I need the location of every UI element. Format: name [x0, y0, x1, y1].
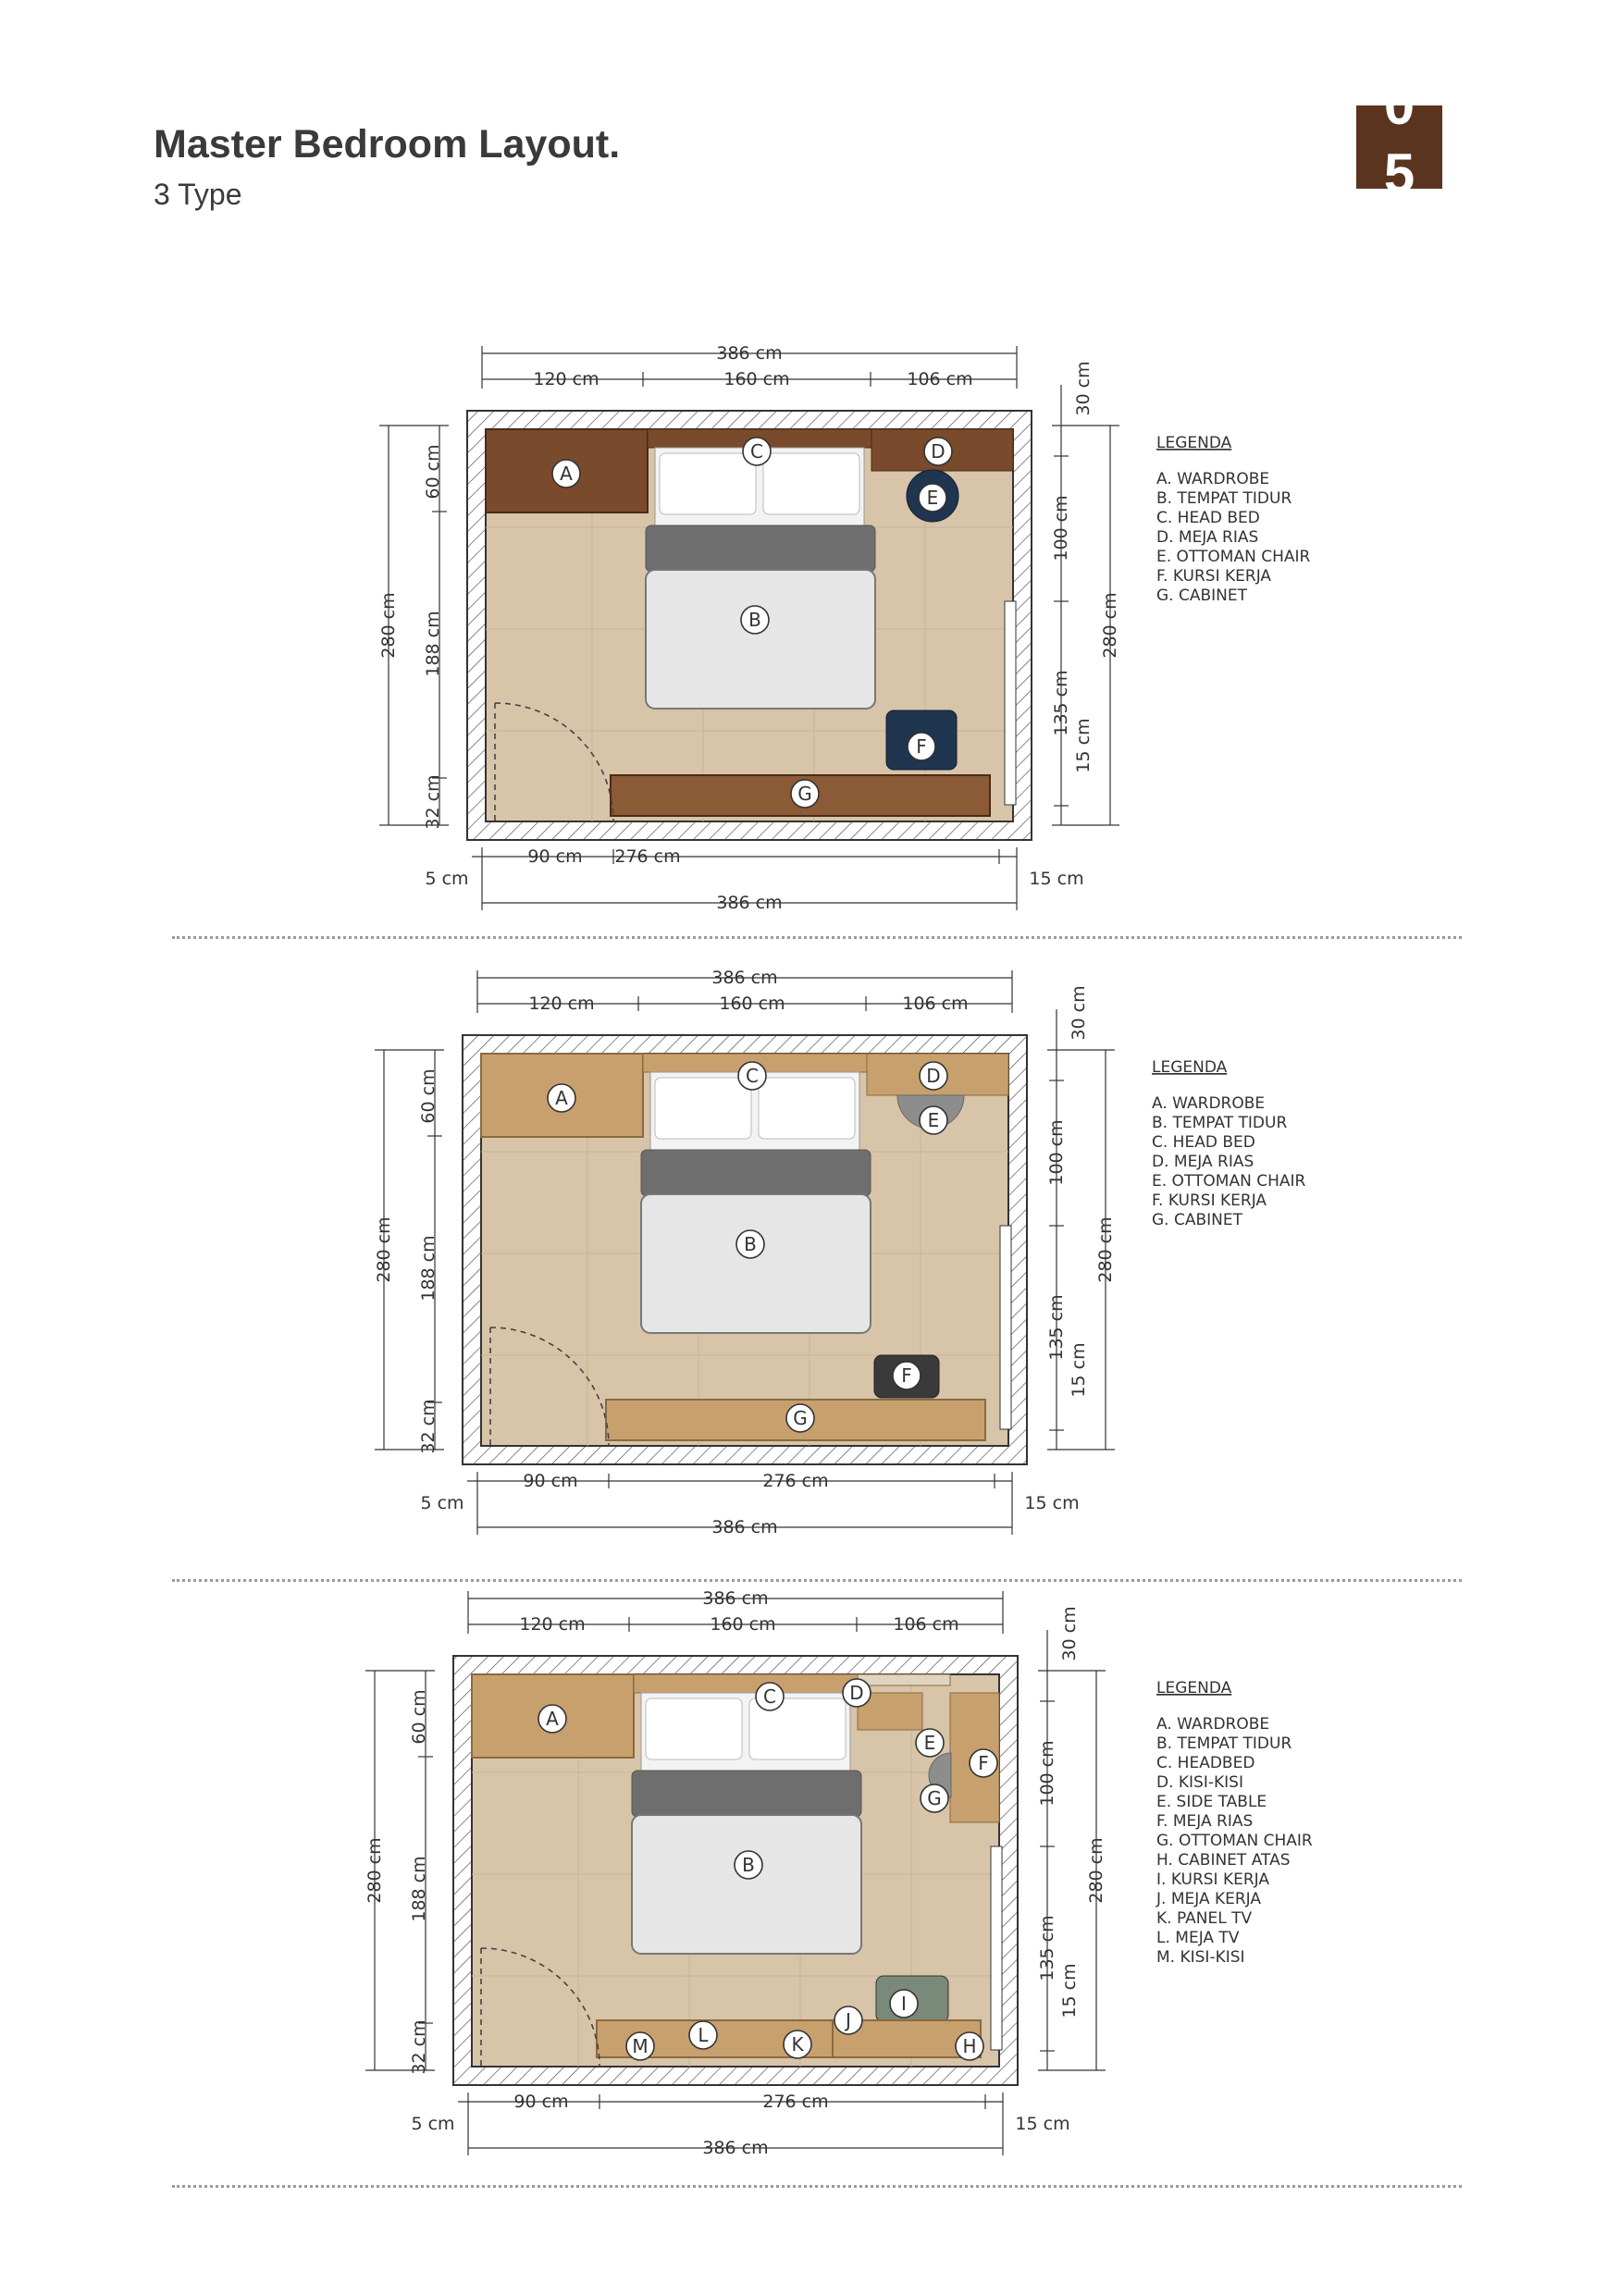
slat-screen [858, 1674, 950, 1685]
legend-item: K. PANEL TV [1156, 1909, 1253, 1928]
dim-right-3: 135 cm [1037, 1915, 1057, 1981]
dim-right-2: 100 cm [1046, 1119, 1067, 1186]
legend-item: C. HEADBED [1156, 1754, 1255, 1772]
dim-bottom-1: 5 cm [420, 1493, 464, 1513]
marker-label: D [931, 440, 945, 463]
legend-item: E. OTTOMAN CHAIR [1156, 548, 1311, 566]
legend-title: LEGENDA [1156, 434, 1232, 452]
legend-item: L. MEJA TV [1156, 1929, 1240, 1947]
dim-bottom-total: 386 cm [716, 893, 783, 913]
marker-label: G [927, 1787, 942, 1809]
legend-item: G. CABINET [1152, 1211, 1242, 1229]
marker-label: I [901, 1993, 907, 2015]
legend-item: D. MEJA RIAS [1152, 1153, 1254, 1171]
dim-right-4: 15 cm [1059, 1963, 1080, 2018]
dim-bottom-3: 276 cm [614, 846, 681, 867]
dim-top-total: 386 cm [711, 968, 778, 988]
pillow [763, 453, 859, 514]
dim-right-total: 280 cm [1100, 592, 1120, 659]
legend-item: J. MEJA KERJA [1156, 1890, 1262, 1908]
dim-bottom-1: 5 cm [411, 2114, 455, 2134]
dim-left-1: 60 cm [418, 1068, 439, 1124]
dim-right-total: 280 cm [1086, 1837, 1106, 1904]
dim-left-2: 188 cm [423, 611, 443, 677]
dim-bottom-total: 386 cm [711, 1517, 778, 1537]
legend-item: G. CABINET [1156, 586, 1247, 605]
pillow [655, 1078, 751, 1139]
dim-top-2: 160 cm [723, 369, 790, 389]
marker-label: M [632, 2035, 649, 2057]
legend-item: G. OTTOMAN CHAIR [1156, 1832, 1313, 1850]
floor-plan-type-1 [352, 333, 1323, 934]
legend-item: B. TEMPAT TIDUR [1156, 489, 1292, 508]
window [1005, 601, 1016, 805]
dim-top-3: 106 cm [893, 1614, 959, 1635]
dim-top-total: 386 cm [702, 1588, 769, 1609]
dim-left-total: 280 cm [365, 1837, 385, 1904]
dim-right-3: 135 cm [1046, 1294, 1067, 1361]
dim-left-1: 60 cm [423, 444, 443, 500]
marker-label: F [901, 1364, 912, 1387]
legend-title: LEGENDA [1152, 1058, 1228, 1077]
legend-item: H. CABINET ATAS [1156, 1851, 1291, 1870]
legend-item: B. TEMPAT TIDUR [1156, 1734, 1292, 1753]
dim-top-total: 386 cm [716, 343, 783, 364]
dim-left-2: 188 cm [418, 1235, 439, 1302]
bed-runner [646, 525, 875, 572]
legend-item: F. KURSI KERJA [1152, 1191, 1267, 1210]
marker-label: G [793, 1407, 808, 1429]
marker-label: D [926, 1065, 941, 1087]
legend-item: F. KURSI KERJA [1156, 567, 1272, 586]
page-subtitle: 3 Type [154, 178, 242, 211]
bed [641, 1194, 871, 1333]
dim-left-3: 32 cm [423, 774, 443, 830]
legend-title: LEGENDA [1156, 1679, 1232, 1697]
dim-left-total: 280 cm [378, 592, 399, 659]
section-divider [172, 936, 1462, 939]
dim-top-2: 160 cm [710, 1614, 776, 1635]
dim-bottom-total: 386 cm [702, 2138, 769, 2158]
marker-label: B [748, 609, 761, 631]
marker-label: F [916, 735, 927, 758]
legend-item: B. TEMPAT TIDUR [1152, 1114, 1288, 1132]
legend-item: C. HEAD BED [1156, 509, 1260, 527]
legend-item: A. WARDROBE [1152, 1094, 1266, 1113]
marker-label: B [744, 1233, 757, 1255]
dim-top-1: 120 cm [528, 994, 595, 1014]
window [1000, 1226, 1011, 1429]
dim-bottom-3: 276 cm [762, 2092, 829, 2112]
legend-item: I. KURSI KERJA [1156, 1870, 1270, 1889]
dim-left-total: 280 cm [374, 1216, 394, 1283]
marker-label: A [560, 463, 573, 485]
legend-item: M. KISI-KISI [1156, 1948, 1245, 1967]
legend-item: D. MEJA RIAS [1156, 528, 1259, 547]
marker-label: C [750, 440, 763, 463]
dim-bottom-4: 15 cm [1024, 1493, 1080, 1513]
dim-top-1: 120 cm [533, 369, 599, 389]
marker-label: F [978, 1752, 989, 1774]
marker-label: K [791, 2033, 804, 2055]
bed [646, 570, 875, 709]
dim-top-3: 106 cm [907, 369, 973, 389]
dim-right-4: 15 cm [1073, 718, 1094, 773]
pillow [660, 453, 756, 514]
marker-label: L [698, 2024, 709, 2046]
dim-right-4: 15 cm [1069, 1342, 1089, 1398]
legend-item: A. WARDROBE [1156, 470, 1270, 488]
dim-bottom-1: 5 cm [425, 869, 469, 889]
pillow [646, 1698, 742, 1759]
dim-bottom-3: 276 cm [762, 1471, 829, 1491]
dim-right-1: 30 cm [1059, 1606, 1080, 1661]
marker-label: E [923, 1732, 936, 1754]
floor-plan-type-2 [352, 957, 1323, 1559]
dim-right-3: 135 cm [1051, 670, 1071, 736]
legend-item: D. KISI-KISI [1156, 1773, 1243, 1792]
legend-item: E. OTTOMAN CHAIR [1152, 1172, 1306, 1191]
section-divider [172, 2185, 1462, 2188]
pillow [759, 1078, 855, 1139]
dim-left-3: 32 cm [409, 2019, 429, 2075]
marker-label: G [797, 783, 812, 805]
dim-right-1: 30 cm [1073, 361, 1094, 416]
marker-label: H [962, 2035, 977, 2057]
marker-label: C [746, 1065, 759, 1087]
bed-runner [641, 1150, 871, 1196]
page-number-digit: 0 [1383, 74, 1415, 136]
marker-label: B [742, 1854, 755, 1876]
legend-item: F. MEJA RIAS [1156, 1812, 1254, 1831]
bed-runner [632, 1771, 861, 1817]
dim-top-2: 160 cm [719, 994, 785, 1014]
window [991, 1846, 1002, 2050]
dim-bottom-2: 90 cm [527, 846, 583, 867]
dim-bottom-2: 90 cm [523, 1471, 578, 1491]
dim-bottom-4: 15 cm [1029, 869, 1084, 889]
bed [632, 1815, 861, 1954]
dim-right-1: 30 cm [1069, 985, 1089, 1041]
dim-bottom-4: 15 cm [1015, 2114, 1070, 2134]
dim-top-1: 120 cm [519, 1614, 586, 1635]
dim-right-2: 100 cm [1051, 495, 1071, 562]
dim-right-2: 100 cm [1037, 1740, 1057, 1807]
marker-label: E [927, 1109, 940, 1131]
page-number-badge [1356, 74, 1442, 204]
page-number-digit: 5 [1383, 142, 1415, 204]
dim-right-total: 280 cm [1095, 1216, 1116, 1283]
marker-label: D [849, 1682, 864, 1704]
page-title: Master Bedroom Layout. [154, 122, 621, 167]
dim-left-1: 60 cm [409, 1689, 429, 1745]
dim-bottom-2: 90 cm [513, 2092, 569, 2112]
marker-label: E [926, 487, 939, 509]
marker-label: A [546, 1708, 559, 1730]
legend-item: A. WARDROBE [1156, 1715, 1270, 1734]
legend-item: C. HEAD BED [1152, 1133, 1255, 1152]
marker-label: C [763, 1685, 776, 1708]
dim-left-2: 188 cm [409, 1856, 429, 1922]
headboard [634, 1674, 858, 1693]
floor-plan-type-3 [352, 1573, 1323, 2174]
marker-label: A [555, 1087, 568, 1109]
dim-left-3: 32 cm [418, 1399, 439, 1454]
marker-label: J [846, 2009, 851, 2031]
legend-item: E. SIDE TABLE [1156, 1793, 1267, 1811]
dim-top-3: 106 cm [902, 994, 969, 1014]
